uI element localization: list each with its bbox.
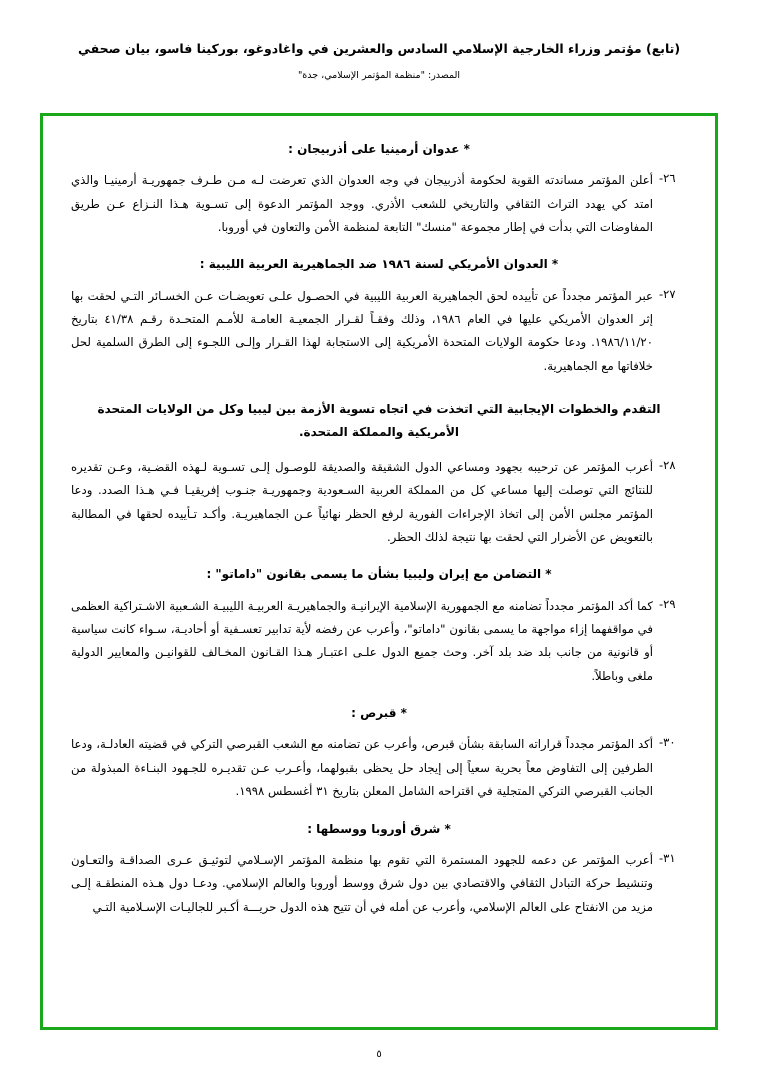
section-eastern-europe (71, 820, 687, 919)
paragraph-text: أعرب المؤتمر عن دعمه للجهود المستمرة التي تقوم بها منظمة المؤتمر الإسـلامي لتوثيـق عـرى الصداقـة والتعـاون وتنشيط حركة التبادل الثقافي والاقتصادي بين دول شرق ووسط أوروبا والعالم الإسلامي. ودعـا دول هـذه المنطقـة إلـى مزيد من الانفتاح على العالم الإسلامي، وأعرب عن أمله في أن تتيح هذه الدول حريـــة أكـبر للجاليـات الإسـلامية التـي (71, 852, 653, 914)
paragraph-text: عبر المؤتمر مجدداً عن تأييده لحق الجماهيرية العربية الليبية في الحصـول علـى تعويضـات عـن الخسـائر التـي لحقت بها إثر العدوان الأمريكي عليها في العام ١٩٨٦، وذلك وفقـاً لقـرار الجمعيـة العامـة للأمـم المتحـدة رقـم ٤١/٣٨ بتاريخ ١٩٨٦/١١/٢٠. ودعا حكومة الولايات المتحدة الأمريكية إلى الاستجابة لهذا القـرار وإلـى اللجـوء إلى الطرق السلمية لحل خلافاتها مع الجماهيرية. (71, 288, 653, 373)
section-title: * عدوان أرمينيا على أذربيجان : (288, 142, 470, 156)
page-number: ٥ (376, 1049, 382, 1060)
numbered-paragraph (71, 733, 687, 803)
numbered-paragraph (71, 849, 687, 919)
paragraph-text: أكد المؤتمر مجدداً قراراته السابقة بشأن قبرص، وأعرب عن تضامنه مع الشعب القبرصي التركي في قضيته العادلـة، ودعا الطرفين إلى التفاوض معاً بحرية سعياً إلى إيجاد حل يحظى بقبولهما، وأعـرب عـن تقديـره للجـهود البنـاءة المبذولة من الجانب القبرصي التركي المتجلية في اقتراحه الشامل المعلن بتاريخ ٣١ أغسطس ١٩٩٨. (71, 737, 653, 799)
section-title: * شرق أوروبا ووسطها : (307, 821, 451, 836)
numbered-paragraph (71, 285, 687, 379)
section-title: * التضامن مع إيران وليبيا بشأن ما يسمى بقانون "داماتو" : (206, 567, 552, 582)
section-cyprus (71, 704, 687, 803)
numbered-paragraph (71, 456, 687, 550)
content-frame (40, 113, 718, 1030)
paragraph-number: ٢٦- (659, 171, 676, 186)
section-title: التقدم والخطوات الإيجابية التي اتخذت في اتجاه تسوية الأزمة بين ليبيا وكل من الولايات المتحدة الأمريكية والمملكة المتحدة. (97, 402, 661, 440)
paragraph-text: أعلن المؤتمر مساندته القوية لحكومة أذربيجان في وجه العدوان الذي تعرضت لـه مـن طـرف جمهوريـة أرمينيـا والذي امتد كي يهدد التراث الثقافي والتاريخي للشعب الأذري. ووجد المؤتمر الدعوة إلى تسـوية هـذا النـزاع عـن طريق المفاوضات التي بدأت في إطار مجموعة "منسك" التابعة لمنظمة الأمن والتعاون في أوروبا. (71, 173, 653, 234)
paragraph-number: ٣٠- (659, 735, 676, 750)
paragraph-number: ٢٧- (659, 286, 676, 301)
paragraph-text: أعرب المؤتمر عن ترحيبه بجهود ومساعي الدول الشقيقة والصديقة للوصـول إلـى تسـوية لـهذه القضـية، وعـن تقديره للنتائج التي توصلت إليها مساعي كل من المملكة العربية السـعودية وجمهوريـة جنـوب إفريقيـا فـي هـذا الصدد. ودعا المؤتمر مجلس الأمن إلى اتخاذ الإجراءات الفورية لرفع الحظر نهائياً عـن الجماهيريـة. وأكـد تـأييده لحقها في المطالبة بالتعويض عن الأضرار التي لحقت بها نتيجة لذلك الحظر. (71, 459, 653, 545)
paragraph-number: ٢٩- (659, 596, 676, 611)
page-header (0, 0, 758, 81)
header-title: (تابع) مؤتمر وزراء الخارجية الإسلامي السادس والعشرين في واغادوغو، بوركينا فاسو، بيان صحفي (77, 41, 681, 56)
paragraph-number: ٣١- (659, 850, 676, 865)
section-title: * العدوان الأمريكي لسنة ١٩٨٦ ضد الجماهيرية العربية الليبية : (199, 257, 559, 272)
section-title: * قبرص : (351, 706, 407, 721)
content-body (43, 116, 715, 1027)
numbered-paragraph (71, 595, 687, 689)
section-us-aggression-1986 (71, 255, 687, 378)
numbered-paragraph (71, 169, 687, 239)
paragraph-number: ٢٨- (659, 457, 676, 472)
paragraph-text: كما أكد المؤتمر مجدداً تضامنه مع الجمهورية الإسلامية الإيرانيـة والجماهيريـة العربيـة الليبيـة الشـعبية الاشـتراكية العظمى في مواقفهما إزاء مواجهة ما يسمى بقانون "داماتو"، وأعرب عن رفضه لأية تدابير تعسـفية أو أحاديـة، سـواء كانت سياسية أو قانونية من جانب بلد ضد بلد آخر. وحث جميع الدول علـى اعتبـار هـذا القـانون المخـالف للقوانيـن والمعايير الدولية ملغى وباطلاً. (71, 598, 653, 683)
page-footer (0, 1049, 758, 1060)
section-azerbaijan (71, 140, 687, 239)
section-libya-progress (71, 398, 687, 549)
header-source: المصدر: "منظمة المؤتمر الإسلامي، جدة" (297, 69, 461, 81)
section-damato-law (71, 565, 687, 688)
